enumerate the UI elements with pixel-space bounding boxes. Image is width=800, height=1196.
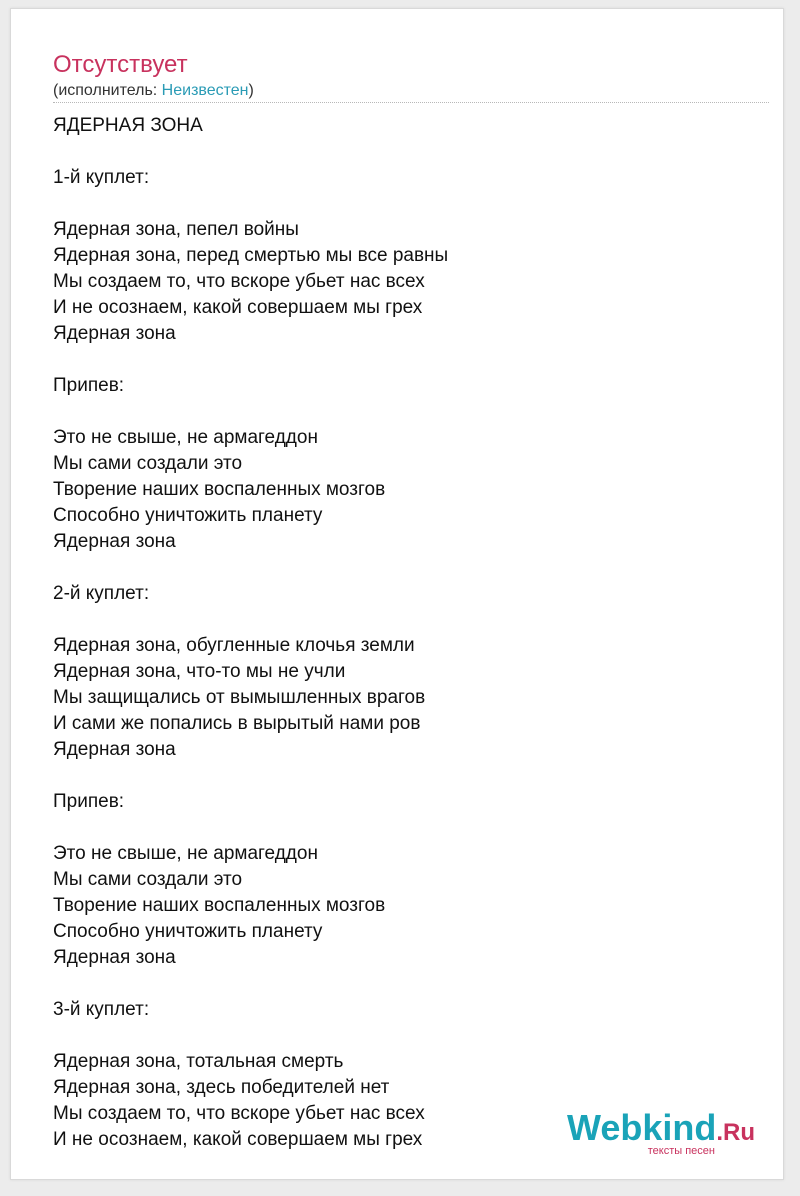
webkind-logo <box>566 1107 755 1157</box>
song-title: Отсутствует <box>53 51 188 78</box>
lyric-line <box>53 399 769 425</box>
lyric-line: И не осознаем, какой совершаем мы грех <box>53 1129 423 1150</box>
lyric-line <box>53 763 769 789</box>
lyric-line: Ядерная зона <box>53 531 176 552</box>
lyric-line: Ядерная зона <box>53 947 176 968</box>
lyric-line <box>53 347 769 373</box>
lyric-line: Ядерная зона <box>53 739 176 760</box>
lyric-line: Ядерная зона, здесь победителей нет <box>53 1077 390 1098</box>
lyric-line: Мы сами создали это <box>53 453 243 474</box>
lyric-line: 1-й куплет: <box>53 167 150 188</box>
lyric-line: Припев: <box>53 375 125 396</box>
lyric-line <box>53 555 769 581</box>
lyric-line: Мы создаем то, что вскоре убьет нас всех <box>53 271 425 292</box>
lyric-line: Ядерная зона, обугленные клочья земли <box>53 635 415 656</box>
lyric-line: Ядерная зона, перед смертью мы все равны <box>53 245 449 266</box>
lyric-line: И не осознаем, какой совершаем мы грех <box>53 297 423 318</box>
logo-web-text: Webkind <box>566 1107 717 1148</box>
artist-line <box>53 81 254 101</box>
lyric-line: Мы защищались от вымышленных врагов <box>53 687 426 708</box>
lyric-line: Мы сами создали это <box>53 869 243 890</box>
logo-ru-text: .Ru <box>716 1119 755 1146</box>
lyric-line <box>53 815 769 841</box>
lyric-line: Ядерная зона, что-то мы не учли <box>53 661 346 682</box>
lyric-line: Мы создаем то, что вскоре убьет нас всех <box>53 1103 425 1124</box>
lyric-line: Творение наших воспаленных мозгов <box>53 479 386 500</box>
lyric-line <box>53 191 769 217</box>
lyric-line: Припев: <box>53 791 125 812</box>
logo-tagline: тексты песен <box>647 1145 715 1157</box>
artist-suffix: ) <box>248 82 254 99</box>
title-divider <box>53 102 769 103</box>
artist-prefix: (исполнитель: <box>53 82 162 99</box>
lyric-line <box>53 139 769 165</box>
lyric-line: 3-й куплет: <box>53 999 150 1020</box>
lyric-line: Это не свыше, не армагеддон <box>53 427 318 448</box>
lyric-line: И сами же попались в вырытый нами ров <box>53 713 421 734</box>
lyric-line <box>53 607 769 633</box>
lyric-line: 2-й куплет: <box>53 583 150 604</box>
lyrics-sheet <box>10 8 784 1180</box>
lyric-line: Ядерная зона <box>53 323 176 344</box>
lyric-line: Способно уничтожить планету <box>53 505 323 526</box>
lyric-line: ЯДЕРНАЯ ЗОНА <box>53 115 203 136</box>
lyric-line: Это не свыше, не армагеддон <box>53 843 318 864</box>
lyric-line <box>53 1023 769 1049</box>
lyric-line <box>53 971 769 997</box>
lyrics-body <box>53 113 769 1153</box>
lyric-line: Творение наших воспаленных мозгов <box>53 895 386 916</box>
lyric-line: Способно уничтожить планету <box>53 921 323 942</box>
artist-name-link[interactable]: Неизвестен <box>161 82 249 99</box>
lyric-line: Ядерная зона, пепел войны <box>53 219 299 240</box>
lyric-line: Ядерная зона, тотальная смерть <box>53 1051 344 1072</box>
